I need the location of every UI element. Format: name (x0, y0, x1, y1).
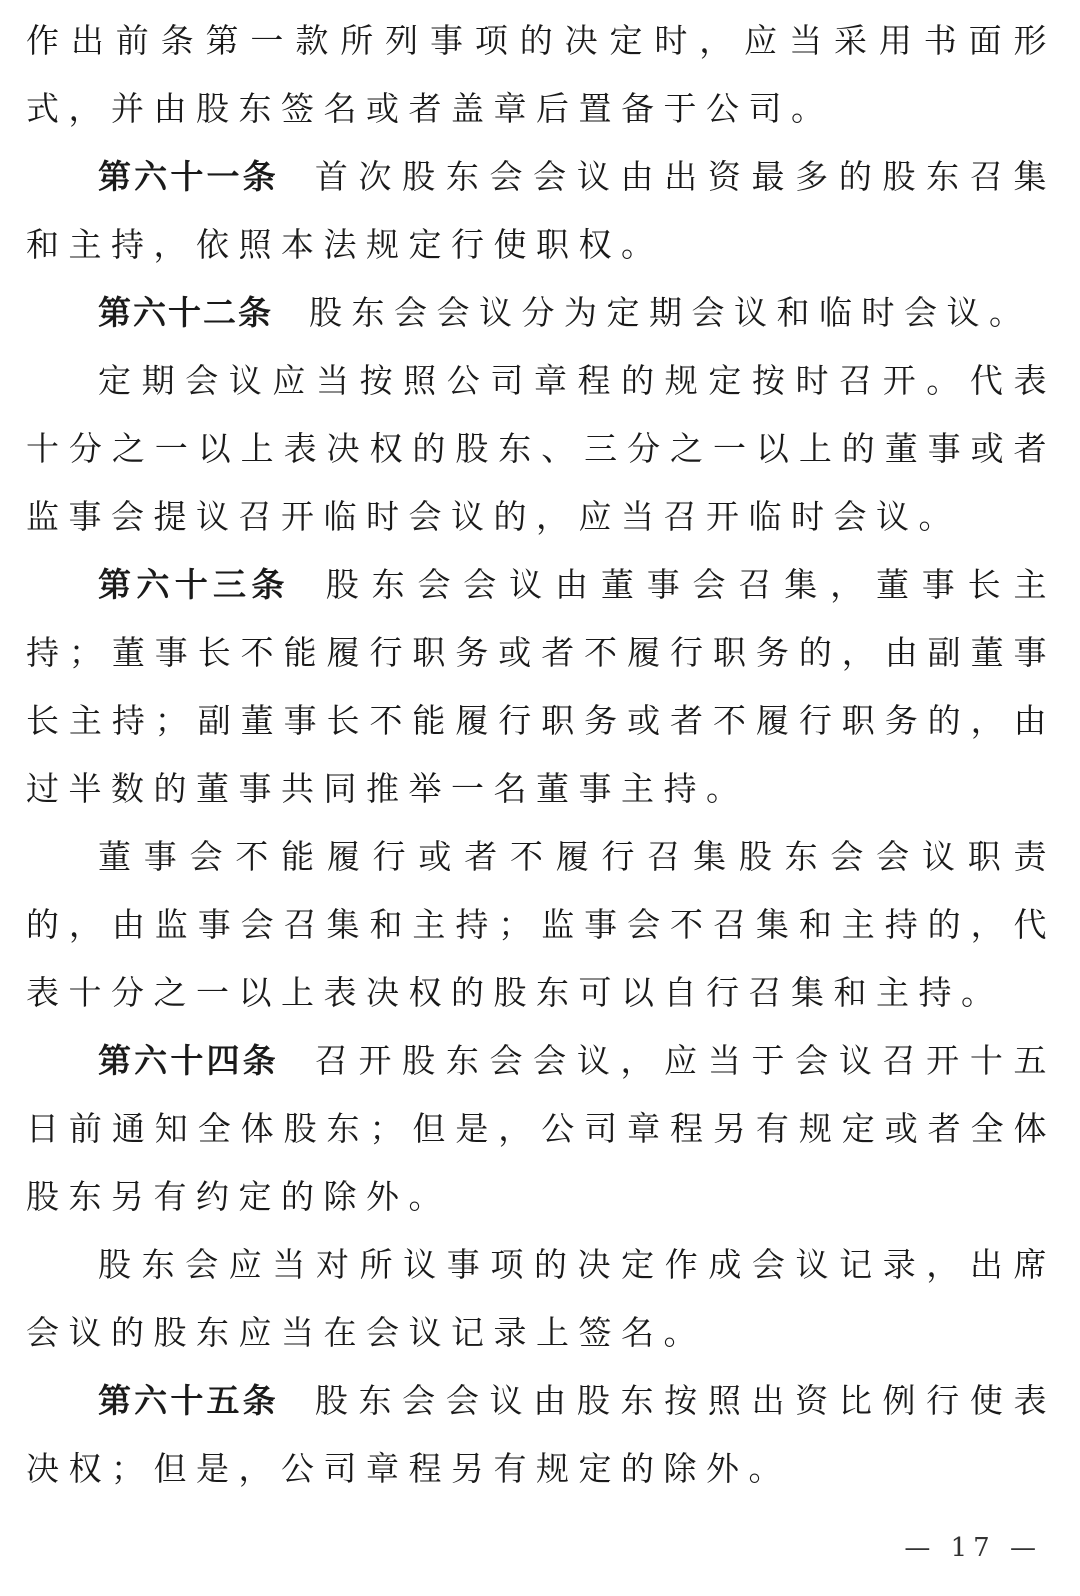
article-heading: 第六十五条 (98, 1381, 279, 1420)
paragraph-text: 股东会会议由股东按照出资比例行使表决权；但是，公司章程另有规定的除外。 (26, 1381, 1057, 1488)
paragraph-continuation (26, 7, 1056, 143)
article-63 (26, 551, 1056, 823)
paragraph-text: 股东会会议分为定期会议和临时会议。 (309, 293, 1032, 332)
paragraph-text: 首次股东会会议由出资最多的股东召集和主持，依照本法规定行使职权。 (26, 157, 1057, 264)
paragraph-text: 作出前条第一款所列事项的决定时，应当采用书面形式，并由股东签名或者盖章后置备于公司。 (26, 21, 1056, 128)
paragraph (26, 1231, 1056, 1367)
paragraph-text: 定期会议应当按照公司章程的规定按时召开。代表十分之一以上表决权的股东、三分之一以上的董事或者监事会提议召开临时会议的，应当召开临时会议。 (26, 361, 1056, 536)
page-number: — 17 — (904, 1533, 1042, 1563)
article-heading: 第六十三条 (98, 565, 290, 604)
article-heading: 第六十二条 (98, 293, 273, 332)
paragraph-text: 股东会会议由董事会召集，董事长主持；董事长不能履行职务或者不履行职务的，由副董事长主持；副董事长不能履行职务或者不履行职务的，由过半数的董事共同推举一名董事主持。 (26, 565, 1057, 808)
document-page (26, 0, 1056, 1503)
article-64 (26, 1027, 1056, 1231)
article-heading: 第六十四条 (98, 1041, 279, 1080)
paragraph-text: 召开股东会会议，应当于会议召开十五日前通知全体股东；但是，公司章程另有规定或者全体股东另有约定的除外。 (26, 1041, 1057, 1216)
paragraph-text: 董事会不能履行或者不履行召集股东会会议职责的，由监事会召集和主持；监事会不召集和主持的，代表十分之一以上表决权的股东可以自行召集和主持。 (26, 837, 1056, 1012)
article-65 (26, 1367, 1056, 1503)
paragraph-text: 股东会应当对所议事项的决定作成会议记录，出席会议的股东应当在会议记录上签名。 (26, 1245, 1056, 1352)
paragraph (26, 347, 1056, 551)
article-61 (26, 143, 1056, 279)
article-62 (26, 279, 1056, 347)
paragraph (26, 823, 1056, 1027)
article-heading: 第六十一条 (98, 157, 279, 196)
